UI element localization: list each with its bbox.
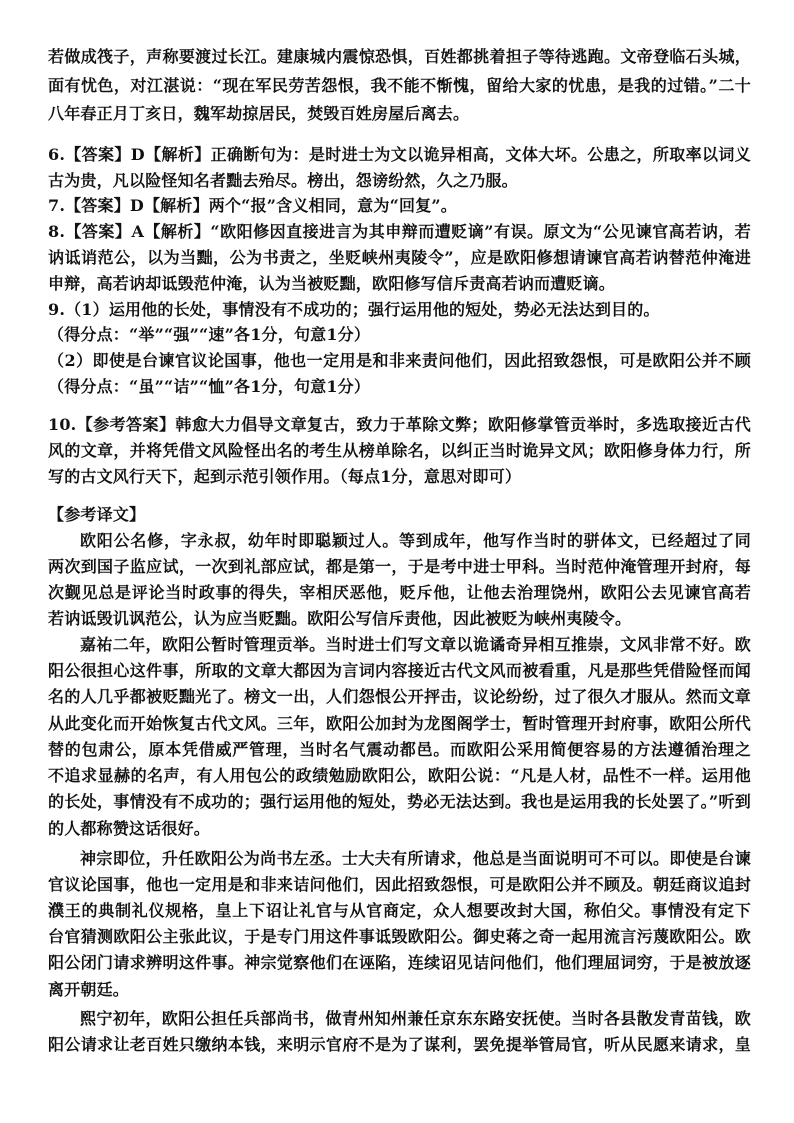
- text-line: 讷诋诮范公，以为当黜，公为书责之，坐贬峡州夷陵令”，应是欧阳修想请谏官高若讷替范仲淹进: [48, 248, 751, 267]
- answer-7: 7.【答案】D【解析】两个“报”含义相同，意为“回复”。: [48, 196, 457, 215]
- answer-6: 6.【答案】D【解析】正确断句为：是时进士为文以诡异相高，文体大坏。公患之，所取率以词义: [48, 145, 751, 164]
- text-line: 阳公闭门请求辨明这件事。神宗觉察他们在诬陷，连续诏见诘问他们，他们理屈词穷，于是被放逐: [48, 953, 751, 972]
- text-line: 两次到国子监应试，一次到礼部应试，都是第一，于是考中进士甲科。当时范仲淹管理开封府，每: [48, 557, 751, 576]
- text-line: 写的古文风行天下，起到示范引领作用。（每点1分，意思对即可）: [48, 467, 522, 486]
- text-line: 阳公请求让老百姓只缴纳本钱，来明示官府不是为了谋利，罢免提举管局官，听从民愿来请求，皇: [48, 1035, 751, 1054]
- text-line: 古为贵，凡以险怪知名者黜去殆尽。榜出，怨谤纷然，久之乃服。: [48, 171, 518, 190]
- text-line: 八年春正月丁亥日，魏军劫掠居民，焚毁百姓房屋后离去。: [48, 104, 470, 123]
- text-line: 离开朝廷。: [48, 980, 130, 999]
- text-line: 申辩，高若讷却诋毁范仲淹，认为当被贬黜，欧阳修写信斥责高若讷而遭贬谪。: [48, 274, 616, 293]
- text-line: 官议论国事，他也一定用是和非来诘问他们，因此招致怨恨，可是欧阳公并不顾及。朝廷商议追封: [48, 875, 751, 894]
- text-line: 替的包肃公，原本凭借威严管理，当时名气震动都邑。而欧阳公采用简便容易的方法遵循治理之: [48, 740, 751, 759]
- scoring-note: （得分点：“虽”“诘”“恤”各1分，句意1分）: [48, 377, 371, 396]
- text-line: 风的文章，并将凭借文风险怪出名的考生从榜单除名，以纠正当时诡异文风；欧阳修身体力行，所: [48, 441, 751, 460]
- answer-9-1: 9.（1）运用他的长处，事情没有不成功的；强行运用他的短处，势必无法达到目的。: [48, 300, 660, 319]
- text-line: 名的人几乎都被贬黜光了。榜文一出，人们怨恨公开抨击，议论纷纷，过了很久才服从。然而文章: [48, 687, 751, 706]
- text-line: 不追求显赫的名声，有人用包公的政绩勉励欧阳公，欧阳公说：“凡是人材，品性不一样。运用他: [48, 766, 751, 785]
- text-line: 面有忧色，对江湛说：“现在军民劳苦怨恨，我不能不惭愧，留给大家的忧患，是我的过错。”二十: [48, 76, 751, 95]
- text-line: 濮王的典制礼仪规格，皇上下诏让礼官与从官商定，众人想要改封大国，称伯父。事情没有定下: [48, 901, 751, 920]
- answer-9-2: （2）即使是台谏官议论国事，他也一定用是和非来责问他们，因此招致怨恨，可是欧阳公并不顾: [48, 351, 751, 370]
- text-line: 若讷诋毁讥讽范公，认为应当贬黜。欧阳公写信斥责他，因此被贬为峡州夷陵令。: [48, 609, 632, 628]
- text-line: 台官猜测欧阳公主张此议，于是专门用这件事诋毁欧阳公。御史蒋之奇一起用流言污蔑欧阳公。欧: [48, 927, 751, 946]
- scoring-note: （得分点：“举”“强”“速”各1分，句意1分）: [48, 325, 371, 344]
- text-line: 的长处，事情没有不成功的；强行运用他的短处，势必无法达到。我也是运用我的长处罢了。”听到: [48, 792, 751, 811]
- answer-10: 10.【参考答案】韩愈大力倡导文章复古，致力于革除文弊；欧阳修掌管贡举时，多选取接近古代: [48, 415, 751, 434]
- translation-heading: 【参考译文】: [48, 505, 146, 524]
- text-line: 次觐见总是评论当时政事的得失，宰相厌恶他，贬斥他，让他去治理饶州，欧阳公去见谏官高若: [48, 583, 751, 602]
- text-line: 欧阳公名修，字永叔，幼年时即聪颖过人。等到成年，他写作当时的骈体文，已经超过了同: [80, 531, 751, 550]
- text-line: 若做成筏子，声称要渡过长江。建康城内震惊恐惧，百姓都挑着担子等待逃跑。文帝登临石头城，: [48, 47, 751, 66]
- text-line: 从此变化而开始恢复古代文风。三年，欧阳公加封为龙图阁学士，暂时管理开封府事，欧阳公所代: [48, 714, 751, 733]
- answer-8: 8.【答案】A【解析】“欧阳修因直接进言为其申辩而遭贬谪”有误。原文为“公见谏官高若讷，若: [48, 222, 751, 241]
- text-line: 神宗即位，升任欧阳公为尚书左丞。士大夫有所请求，他总是当面说明可不可以。即使是台谏: [80, 849, 751, 868]
- text-line: 熙宁初年，欧阳公担任兵部尚书，做青州知州兼任京东东路安抚使。当时各县散发青苗钱，欧: [80, 1009, 751, 1028]
- text-line: 嘉祐二年，欧阳公暂时管理贡举。当时进士们写文章以诡谲奇异相互推崇，文风非常不好。欧: [80, 635, 751, 654]
- text-line: 的人都称赞这话很好。: [48, 819, 211, 838]
- text-line: 阳公很担心这件事，所取的文章大都因为言词内容接近古代文风而被看重，凡是那些凭借险怪而闻: [48, 661, 751, 680]
